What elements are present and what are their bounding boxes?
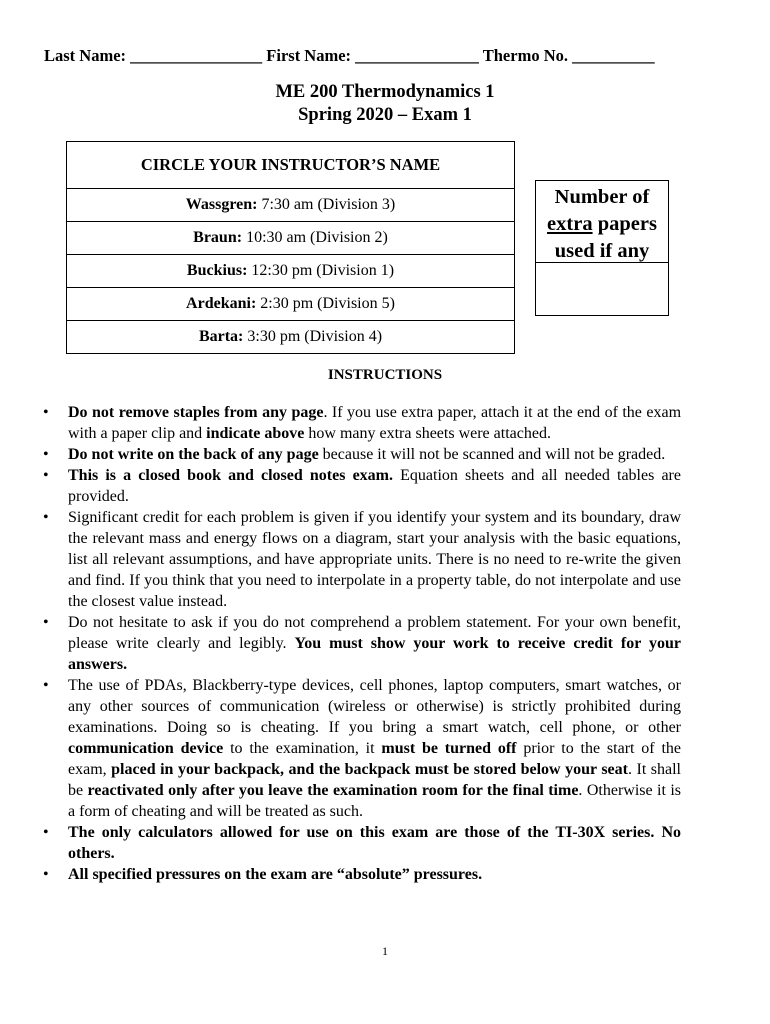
instructions-title: INSTRUCTIONS [327,367,443,383]
page-number: 1 [382,944,388,958]
instruction-bold-text: placed in your backpack, and the backpack must be stored below your seat [111,761,628,778]
extra-papers-line1: Number of [554,186,650,208]
instructor-name: Barta: [198,328,244,345]
student-info-line [44,46,724,66]
instructions-list [41,402,681,885]
instruction-text: Do not hesitate to ask if you do not comprehend a problem statement. For your own benefit, please write clearly and legibly. [68,614,681,652]
instructor-row[interactable] [67,189,515,222]
instruction-item [41,675,681,822]
thermo-number-label: Thermo No. [482,46,568,65]
instructor-time: 7:30 am (Division 3) [257,196,396,213]
instruction-item [41,507,681,612]
instructor-name: Braun: [193,229,243,246]
extra-underlined-word: extra [547,213,593,235]
instructor-name: Buckius: [186,262,248,279]
instruction-text: how many extra sheets were attached. [304,425,551,442]
instruction-bold-text: reactivated only after you leave the examination room for the final time [87,782,579,799]
instruction-text: Equation sheets and all needed tables are provided. [68,467,681,505]
course-title: ME 200 Thermodynamics 1 [275,82,495,102]
extra-papers-count-field[interactable] [536,263,668,315]
instruction-item [41,822,681,864]
instructor-row[interactable] [67,255,515,288]
instruction-item [41,444,681,465]
instruction-bold-text: The only calculators allowed for use on this exam are those of the TI-30X series. No others. [68,824,681,862]
instruction-bold-text: Do not write on the back of any page [68,446,319,463]
last-name-label: Last Name: [44,46,127,65]
instructor-time: 12:30 pm (Division 1) [247,262,395,279]
instruction-text: to the examination, it [223,740,382,757]
extra-papers-line3: used if any [554,240,650,262]
first-name-field[interactable]: _______________ [355,46,479,65]
instruction-text: . If you use extra paper, attach it at the end of the exam with a paper clip and [68,404,682,442]
instruction-bold-text: This is a closed book and closed notes exam. [68,467,394,484]
instruction-item [41,612,681,675]
instruction-text: . Otherwise it is a form of cheating and will be treated as such. [68,782,681,820]
instruction-bold-text: communication device [68,740,224,757]
instructor-time: 3:30 pm (Division 4) [243,328,383,345]
instruction-bold-text: indicate above [206,425,305,442]
instructor-row[interactable] [67,321,515,354]
extra-papers-heading [536,181,668,263]
instruction-bold-text: All specified pressures on the exam are “absolute” pressures. [68,866,483,883]
instructor-time: 2:30 pm (Division 5) [256,295,395,312]
instruction-item [41,864,681,885]
instructor-table-heading: CIRCLE YOUR INSTRUCTOR’S NAME [67,142,515,189]
extra-papers-line2: papers [592,213,657,235]
instruction-bold-text: must be turned off [381,740,517,757]
instruction-item [41,402,681,444]
instruction-bold-text: Do not remove staples from any page [68,404,324,421]
instruction-text: prior to the start of the exam, [68,740,681,778]
instruction-text: . It shall be [68,761,681,799]
last-name-field[interactable]: ________________ [130,46,263,65]
instruction-text: The use of PDAs, Blackberry-type devices, cell phones, laptop computers, smart watches, or any other sources of communication (wireless or otherwise) is strictly prohibited during examinations. Doing so is cheating. If you bring a smart watch, cell phone, or other [68,677,681,736]
instructor-time: 10:30 am (Division 2) [242,229,388,246]
first-name-label: First Name: [266,46,352,65]
instructor-row[interactable] [67,222,515,255]
exam-title: Spring 2020 – Exam 1 [298,105,472,125]
instructor-name: Wassgren: [185,196,258,213]
instructor-row[interactable] [67,288,515,321]
extra-papers-box [535,180,669,316]
instruction-item [41,465,681,507]
instructor-name: Ardekani: [186,295,257,312]
instruction-bold-text: You must show your work to receive credit for your answers. [68,635,681,673]
instruction-text: Significant credit for each problem is given if you identify your system and its boundary, draw the relevant mass and energy flows on a diagram, start your analysis with the basic equations, list all relevant assumptions, and have appropriate units. There is no need to re-write the given and find. If you think that you need to interpolate in a property table, do not interpolate and use the closest value instead. [68,509,681,610]
thermo-number-field[interactable]: __________ [572,46,655,65]
instruction-text: because it will not be scanned and will not be graded. [318,446,666,463]
instructor-table [66,141,515,354]
